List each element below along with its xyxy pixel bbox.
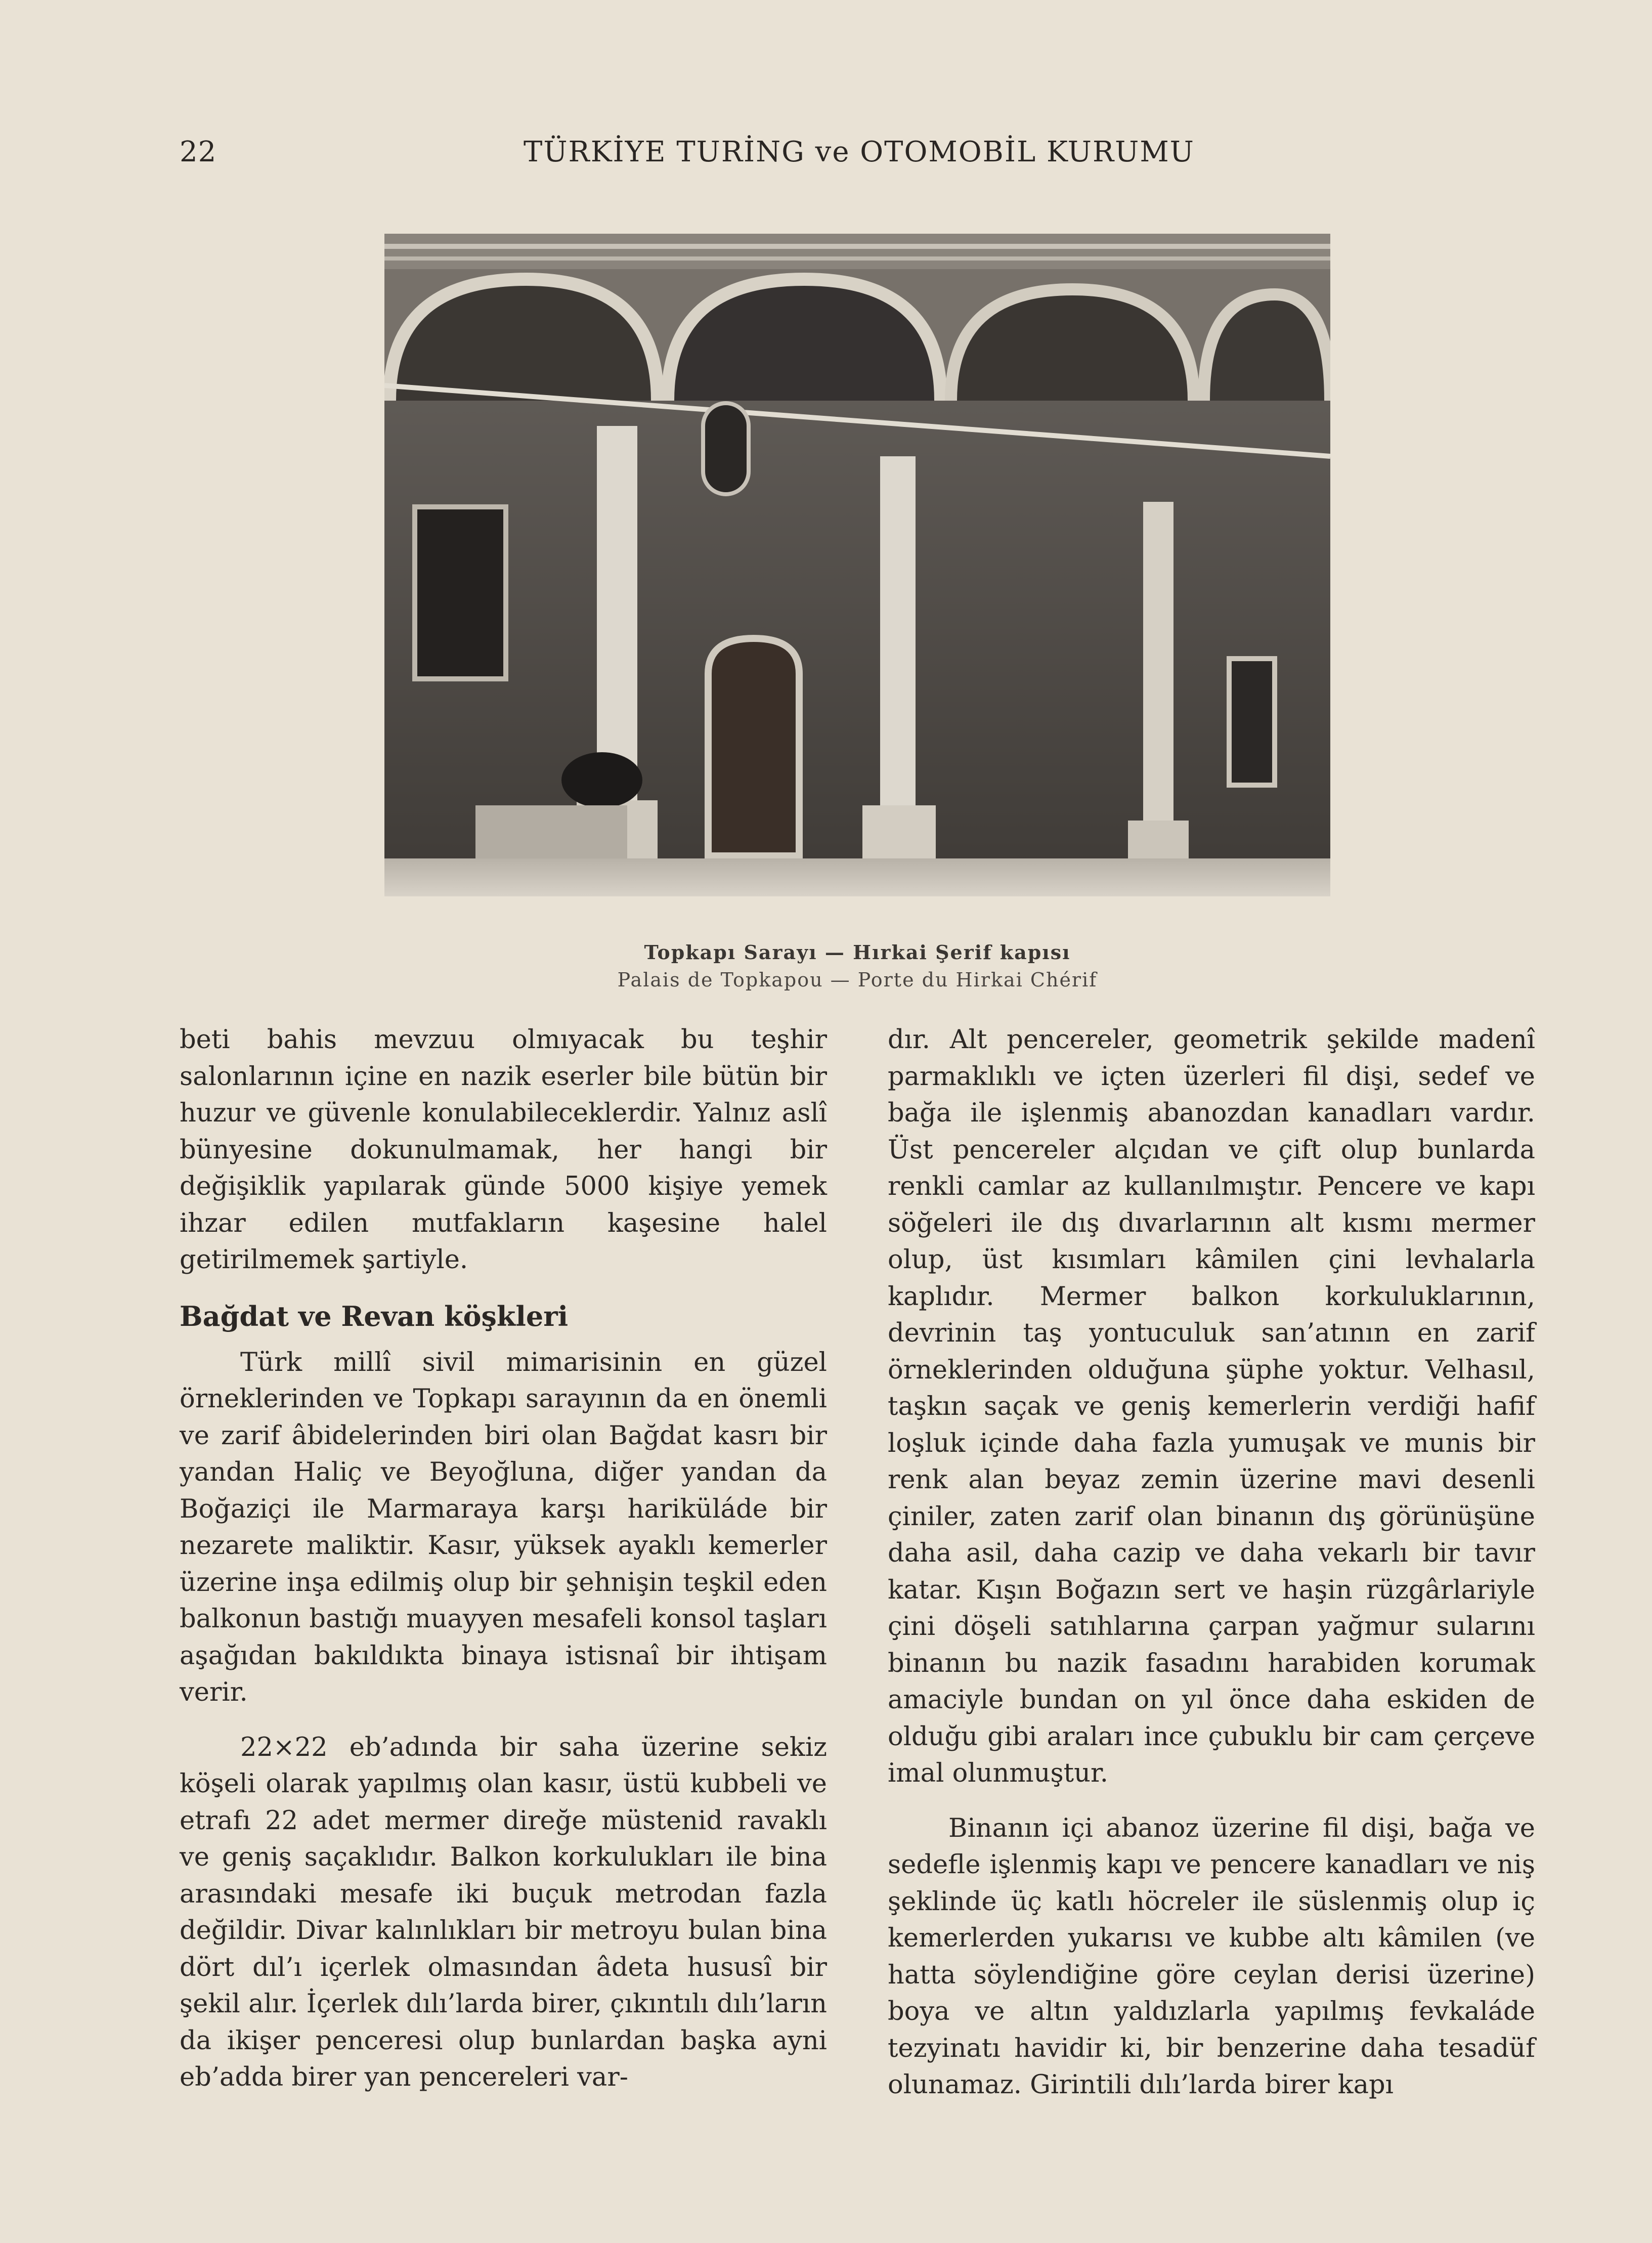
paragraph: Binanın içi abanoz üzerine fil dişi, bağa ve sedefle işlenmiş kapı ve pencere kanadları ve niş şeklinde üç katlı höcreler ile süslenmiş olup iç kemerlerden yukarısı ve kubbe altı kâmilen (ve hatta söylendiğine göre ceylan derisi üzerine) boya ve altın yaldızlarla yapılmış fevkaláde tezyinatı havidir ki, bir benzerine daha tesadüf olunamaz. Girintili dılı’larda birer kapı	[888, 1813, 1535, 2100]
text-column-left	[180, 1022, 827, 2096]
paragraph: 22×22 eb’adında bir saha üzerine sekiz köşeli olarak yapılmış olan kasır, üstü kubbeli ve etrafı 22 adet mermer direğe müstenid ravaklı ve geniş saçaklıdır. Balkon korkulukları ile bina arasındaki mesafe iki buçuk metrodan fazla değildir. Divar kalınlıkları bir metroyu bulan bina dört dıl’ı içerlek olmasından âdeta hususî bir şekil alır. İçerlek dılı’larda birer, çıkıntılı dılı’ların da ikişer penceresi olup bunlardan başka ayni eb’adda birer yan pencereleri var-	[180, 1732, 827, 2092]
text-column-right	[888, 1022, 1535, 2104]
section-heading: Bağdat ve Revan köşkleri	[180, 1300, 569, 1332]
paragraph: dır. Alt pencereler, geometrik şekilde madenî parmaklıklı ve içten üzerleri fil dişi, sedef ve bağa ile işlenmiş abanozdan kanadları vardır. Üst pencereler alçıdan ve çift olup bunlarda renkli camlar az kullanılmıştır. Pencere ve kapı söğeleri ile dış dıvarlarının alt kısmı mermer olup, üst kısımları kâmilen çini levhalarla kaplıdır. Mermer balkon korkuluklarının, devrinin taş yontuculuk san’atının en zarif örneklerinden olduğuna şüphe yoktur. Velhasıl, taşkın saçak ve geniş kemerlerin verdiği hafif loşluk içinde daha fazla yumuşak ve munis bir renk alan beyaz zemin üzerine mavi desenli çiniler, zaten zarif olan binanın dış görünüşüne daha asil, daha cazip ve daha vekarlı bir tavır katar. Kışın Boğazın sert ve haşin rüzgârlariyle çini döşeli satıhlarına çarpan yağmur sularını binanın bu nazik fasadını harabiden korumak amaciyle bundan on yıl önce daha eskiden de olduğu gibi araları ince çubuklu bir cam çerçeve imal olunmuştur.	[888, 1025, 1535, 1788]
paragraph: beti bahis mevzuu olmıyacak bu teşhir salonlarının içine en nazik eserler bile bütün bir huzur ve güvenle konulabileceklerdir. Yalnız aslî bünyesine dokunulmamak, her hangi bir değişiklik yapılarak günde 5000 kişiye yemek ihzar edilen mutfakların kaşesine halel getirilmemek şartiyle.	[180, 1025, 827, 1275]
paragraph: Türk millî sivil mimarisinin en güzel örneklerinden ve Topkapı sarayının da en önemli ve zarif âbidelerinden biri olan Bağdat kasrı bir yandan Haliç ve Beyoğluna, diğer yandan da Boğaziçi ile Marmaraya karşı hariküláde bir nezarete maliktir. Kasır, yüksek ayaklı kemerler üzerine inşa edilmiş olup bir şehnişin teşkil eden balkonun bastığı muayyen mesafeli konsol taşları aşağıdan bakıldıkta binaya istisnaî bir ihtişam verir.	[180, 1347, 827, 1707]
journal-title: TÜRKİYE TURİNG ve OTOMOBİL KURUMU	[524, 136, 1195, 168]
courtyard-photo-illustration	[384, 234, 1330, 896]
page-header	[180, 136, 1472, 176]
figure-caption-turkish: Topkapı Sarayı — Hırkai Şerif kapısı	[644, 941, 1071, 964]
figure-caption-french: Palais de Topkapou — Porte du Hirkai Chérif	[617, 969, 1098, 991]
photo-topkapi-courtyard	[384, 234, 1330, 896]
page-number: 22	[180, 136, 217, 168]
